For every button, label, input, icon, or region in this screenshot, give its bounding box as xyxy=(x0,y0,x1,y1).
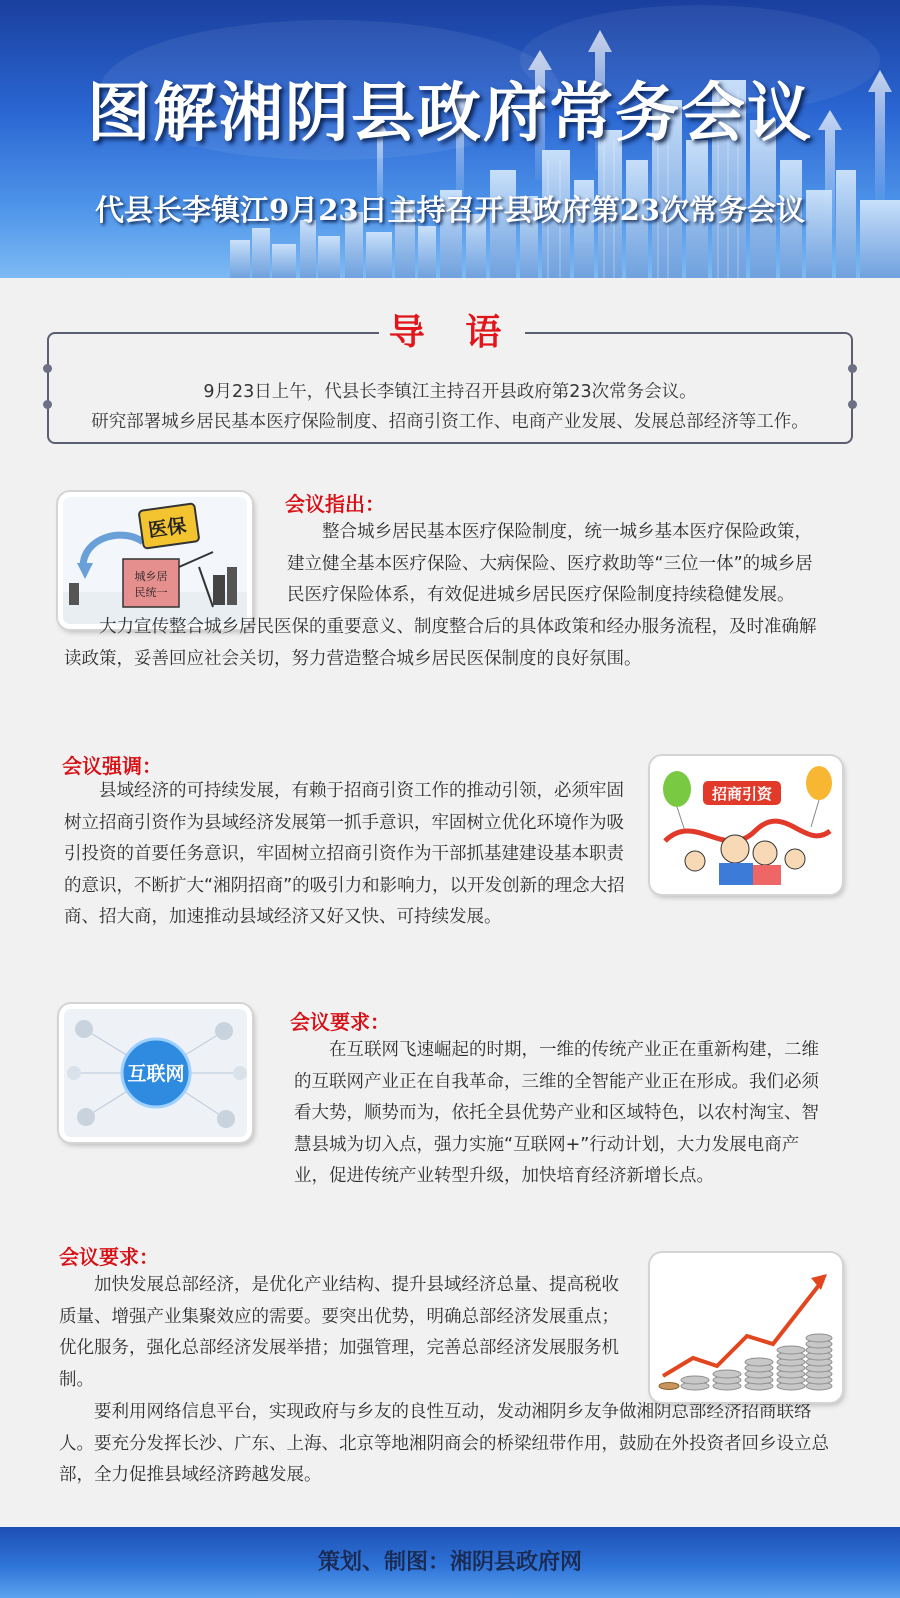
intro-box xyxy=(47,311,853,444)
page-subtitle: 代县长李镇江9月23日主持召开县政府第23次常务会议 xyxy=(95,193,805,227)
section-paragraph: 在互联网飞速崛起的时期，一维的传统产业正在重新构建，二维的互联网产业正在自我革命，三维的全智能产业正在形成。我们必须看大势，顺势而为，依托全县优势产业和区域特色，以农村淘宝、智慧县城为切入点，强力实施“互联网+”行动计划，大力发展电商产业，促进传统产业转型升级，加快培育经济新增长点。 xyxy=(294,1040,819,1186)
image-label: 民统一 xyxy=(134,586,168,599)
section-title: 会议要求： xyxy=(290,1010,390,1034)
intro-line-2: 研究部署城乡居民基本医疗保险制度、招商引资工作、电商产业发展、发展总部经济等工作。 xyxy=(91,412,809,432)
image-label: 招商引资 xyxy=(711,785,773,803)
section-paragraph: 加快发展总部经济，是优化产业结构、提升县域经济总量、提高税收质量、增强产业集聚效应的需要。要突出优势，明确总部经济发展重点；优化服务，强化总部经济发展举措；加强管理，完善总部经济发展服务机制。 xyxy=(59,1275,619,1390)
investment-attraction-image xyxy=(650,756,842,894)
section-title: 会议指出： xyxy=(285,492,385,516)
image-label: 互联网 xyxy=(127,1063,185,1085)
section-paragraph: 要利用网络信息平台，实现政府与乡友的良性互动，发动湘阴乡友争做湘阴总部经济招商联络人。要充分发挥长沙、广东、上海、北京等地湘阴商会的桥梁纽带作用，鼓励在外投资者回乡设立总部，全力促推县域经济跨越发展。 xyxy=(59,1402,829,1485)
header-banner xyxy=(0,0,900,278)
section-paragraph: 整合城乡居民基本医疗保险制度，统一城乡基本医疗保险政策，建立健全基本医疗保险、大病保险、医疗救助等“三位一体”的城乡居民医疗保险体系，有效促进城乡居民医疗保险制度持续稳健发展。 xyxy=(287,522,813,605)
medical-insurance-image xyxy=(58,492,252,629)
frame-dot-icon xyxy=(43,364,52,373)
footer-credit: 策划、制图：湘阴县政府网 xyxy=(317,1550,582,1575)
image-label: 城乡居 xyxy=(134,570,168,583)
image-label: 医保 xyxy=(146,514,188,542)
frame-dot-icon xyxy=(848,364,857,373)
section-paragraph: 大力宣传整合城乡居民医保的重要意义、制度整合后的具体政策和经办服务流程，及时准确解读政策，妥善回应社会关切，努力营造整合城乡居民医保制度的良好氛围。 xyxy=(64,617,817,669)
section-paragraph: 县域经济的可持续发展，有赖于招商引资工作的推动引领，必须牢固树立招商引资作为县域经济发展第一抓手意识，牢固树立优化环境作为吸引投资的首要任务意识，牢固树立招商引资作为干部抓基建建设基本职责的意识，不断扩大“湘阴招商”的吸引力和影响力，以开发创新的理念大招商、招大商，加速推动县域经济又好又快、可持续发展。 xyxy=(64,781,625,927)
section-title: 会议强调： xyxy=(62,754,162,778)
footer-banner xyxy=(0,1527,900,1598)
economic-growth-chart-image xyxy=(650,1253,842,1402)
intro-title: 导 语 xyxy=(388,311,516,353)
intro-line-1: 9月23日上午，代县长李镇江主持召开县政府第23次常务会议。 xyxy=(203,382,697,402)
page-title: 图解湘阴县政府常务会议 xyxy=(87,76,813,151)
section-title: 会议要求： xyxy=(59,1245,159,1269)
